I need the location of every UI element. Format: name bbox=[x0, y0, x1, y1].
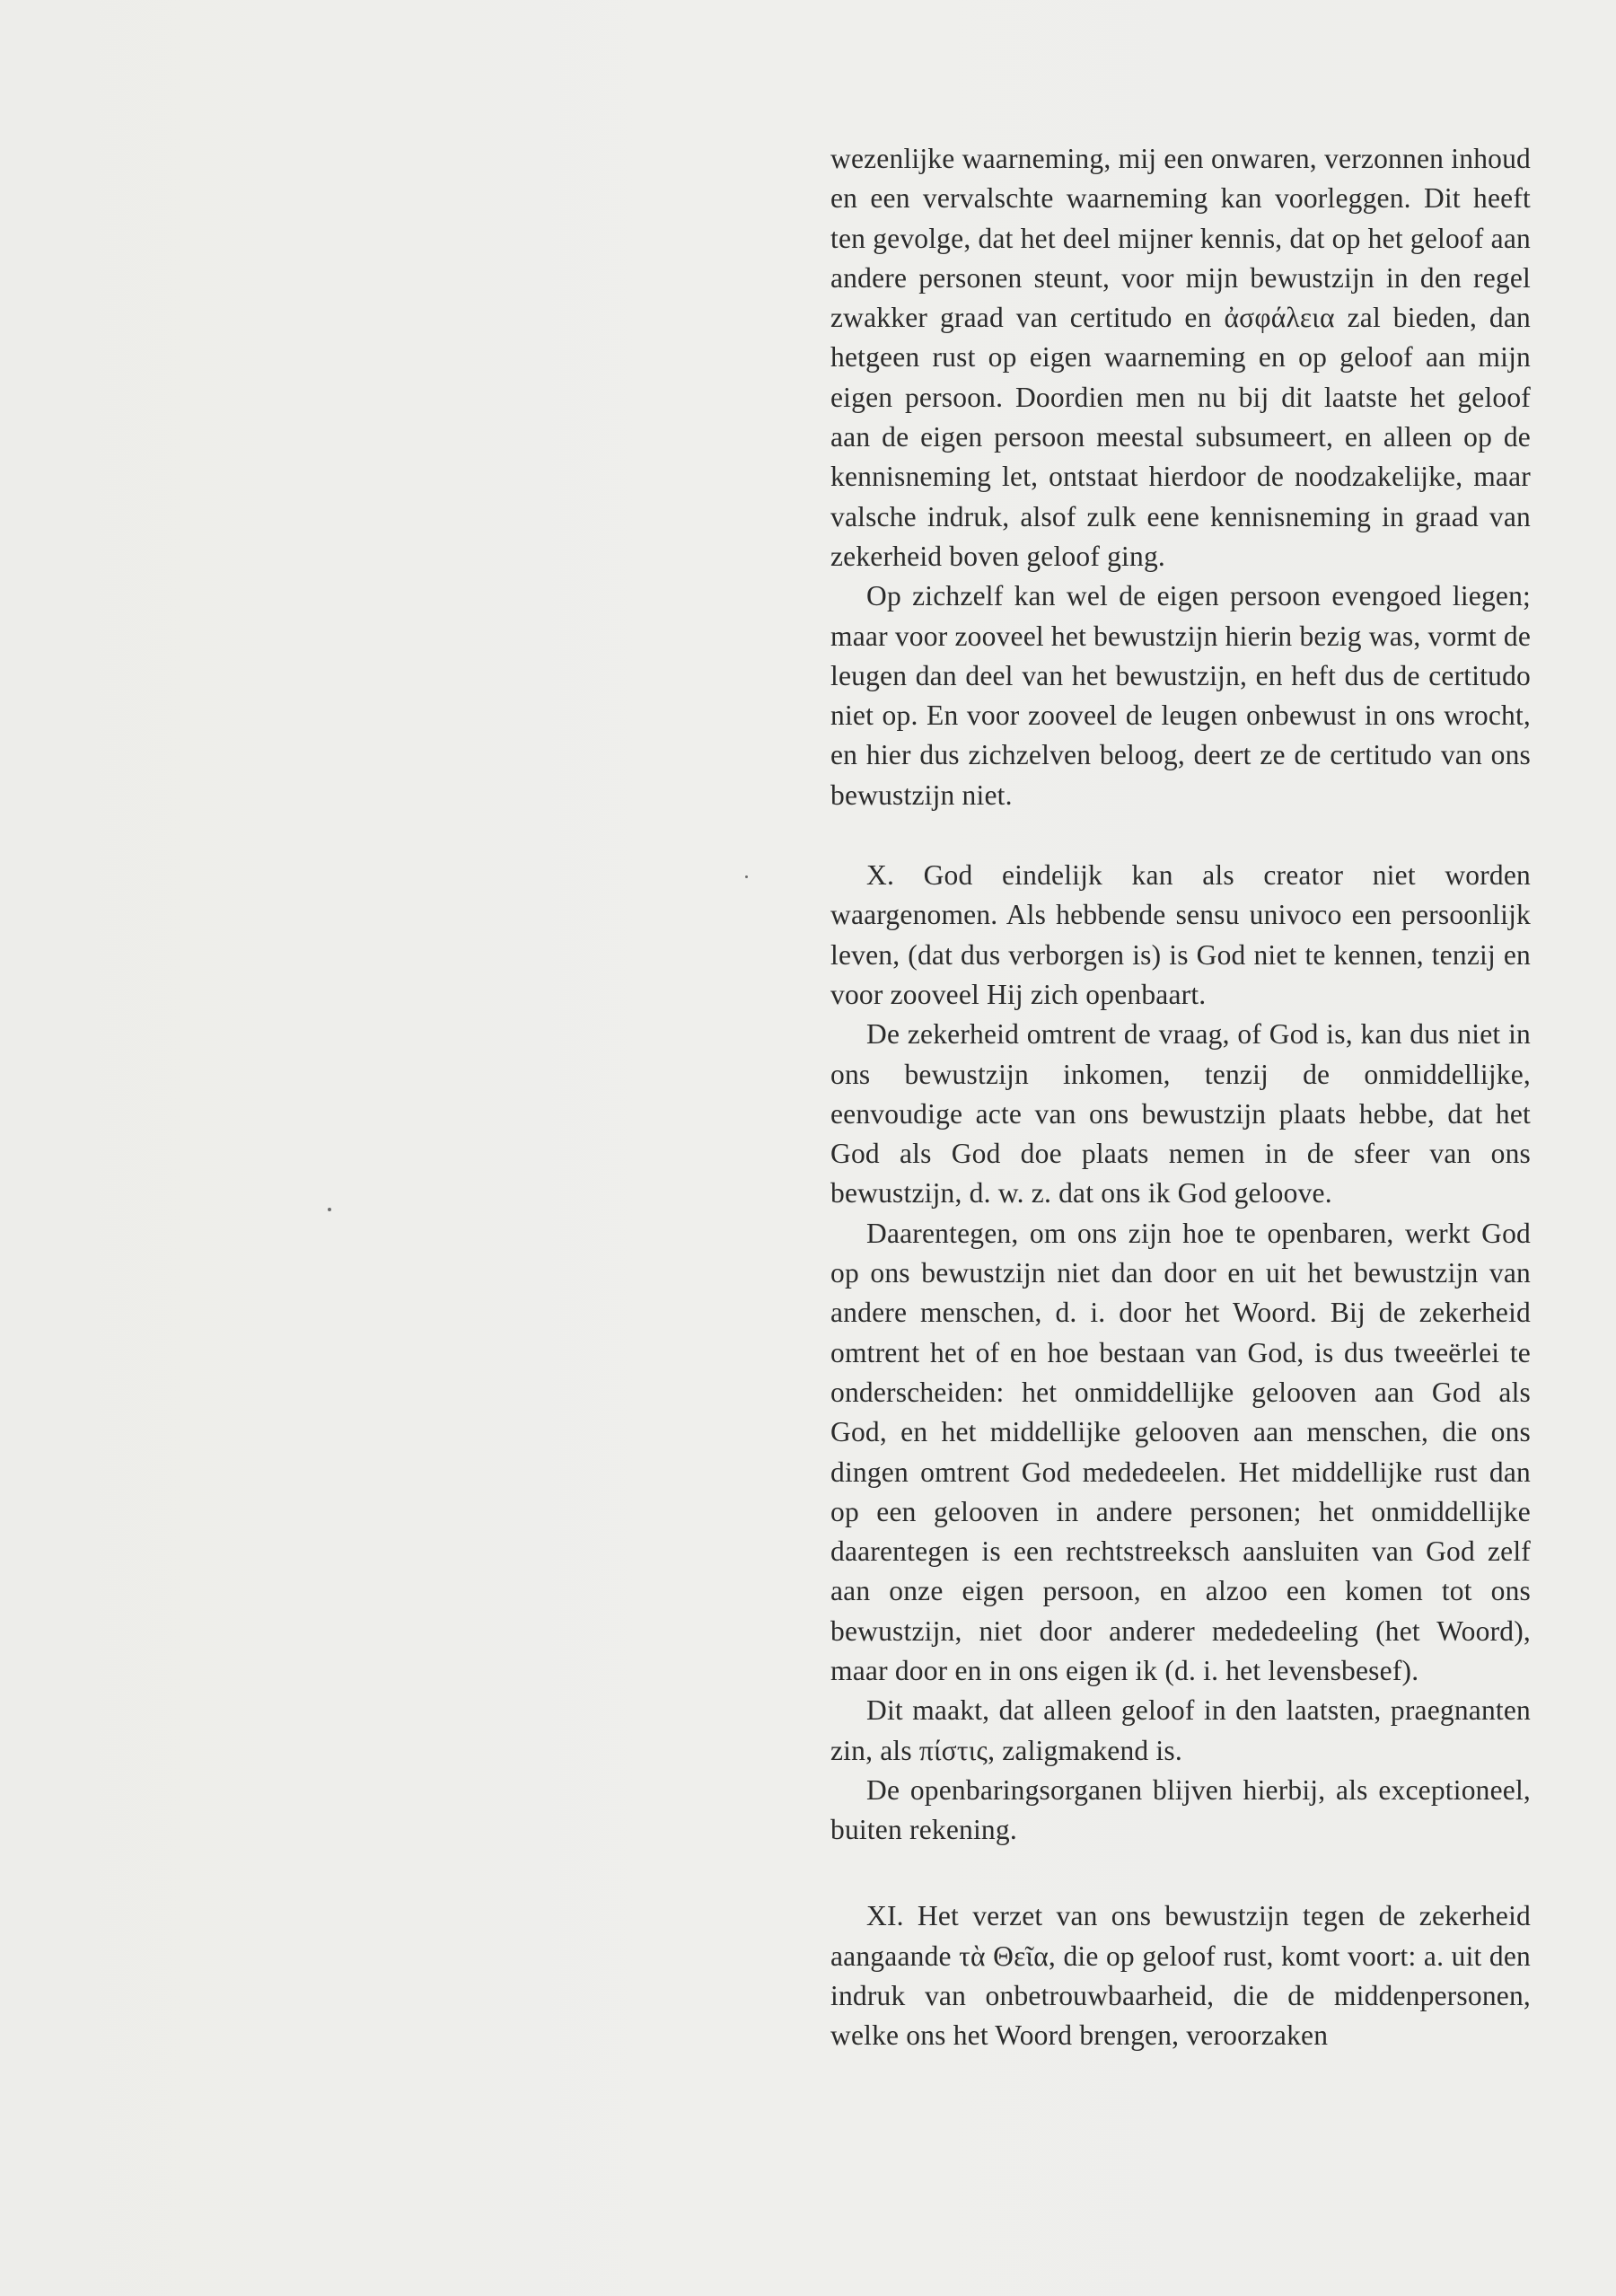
paragraph: De zekerheid omtrent de vraag, of God is, kan dus niet in ons bewustzijn inkomen, tenzij de onmiddellijke, eenvoudige acte van ons bewustzijn plaats hebbe, dat het God als God doe plaats nemen in de sfeer van ons bewustzijn, d. w. z. dat ons ik God geloove. bbox=[830, 1018, 1531, 1210]
paragraph: wezenlijke waarneming, mij een onwaren, verzonnen inhoud en een vervalschte waarneming kan voorleggen. Dit heeft ten gevolge, dat het deel mijner kennis, dat op het geloof aan andere personen steunt, voor mijn bewustzijn in den regel zwakker graad van certitudo en ἀσφάλεια zal bieden, dan hetgeen rust op eigen waarneming en op geloof aan mijn eigen persoon. Doordien men nu bij dit laatste het geloof aan de eigen persoon meestal subsumeert, en alleen op de kennisneming let, ontstaat hierdoor de noodzakelijke, maar valsche indruk, alsof zulk eene kennisneming in graad van zekerheid boven geloof ging. bbox=[830, 143, 1531, 572]
section-xi-paragraph: XI. Het verzet van ons bewustzijn tegen de zekerheid aangaande τὰ Θεῖα, die op geloof rust, komt voort: a. uit den indruk van onbetrouwbaarheid, die de middenpersonen, welke ons het Woord brengen, veroorzaken bbox=[830, 1900, 1531, 2052]
section-x-paragraph: X. God eindelijk kan als creator niet worden waargenomen. Als hebbende sensu univoco een persoonlijk leven, (dat dus verborgen is) is God niet te kennen, tenzij en voor zooveel Hij zich openbaart. bbox=[830, 859, 1531, 1010]
paragraph: Op zichzelf kan wel de eigen persoon evengoed liegen; maar voor zooveel het bewustzijn hierin bezig was, vormt de leugen dan deel van het bewustzijn, en heft dus de certitudo niet op. En voor zooveel de leugen onbewust in ons wrocht, en hier dus zichzelven beloog, deert ze de certitudo van ons bewustzijn niet. bbox=[830, 580, 1531, 811]
paragraph: Dit maakt, dat alleen geloof in den laatsten, praegnanten zin, als πίστις, zaligmakend is. bbox=[830, 1694, 1531, 1766]
paper-speck bbox=[328, 1208, 331, 1211]
paragraph: Daarentegen, om ons zijn hoe te openbaren, werkt God op ons bewustzijn niet dan door en uit het bewustzijn van andere menschen, d. i. door het Woord. Bij de zekerheid omtrent het of en hoe bestaan van God, is dus tweeërlei te onderscheiden: het onmiddellijke gelooven aan God als God, en het middellijke gelooven aan menschen, die ons dingen omtrent God mededeelen. Het middellijke rust dan op een gelooven in andere personen; het onmiddellijke daarentegen is een rechtstreeksch aansluiten van God zelf aan onze eigen persoon, en alzoo een komen tot ons bewustzijn, niet door anderer mededeeling (het Woord), maar door en in ons eigen ik (d. i. het levensbesef). bbox=[830, 1217, 1531, 1686]
text-column bbox=[830, 139, 1531, 2056]
paper-speck bbox=[745, 875, 748, 878]
paragraph: De openbaringsorganen blijven hierbij, als exceptioneel, buiten rekening. bbox=[830, 1773, 1531, 1846]
